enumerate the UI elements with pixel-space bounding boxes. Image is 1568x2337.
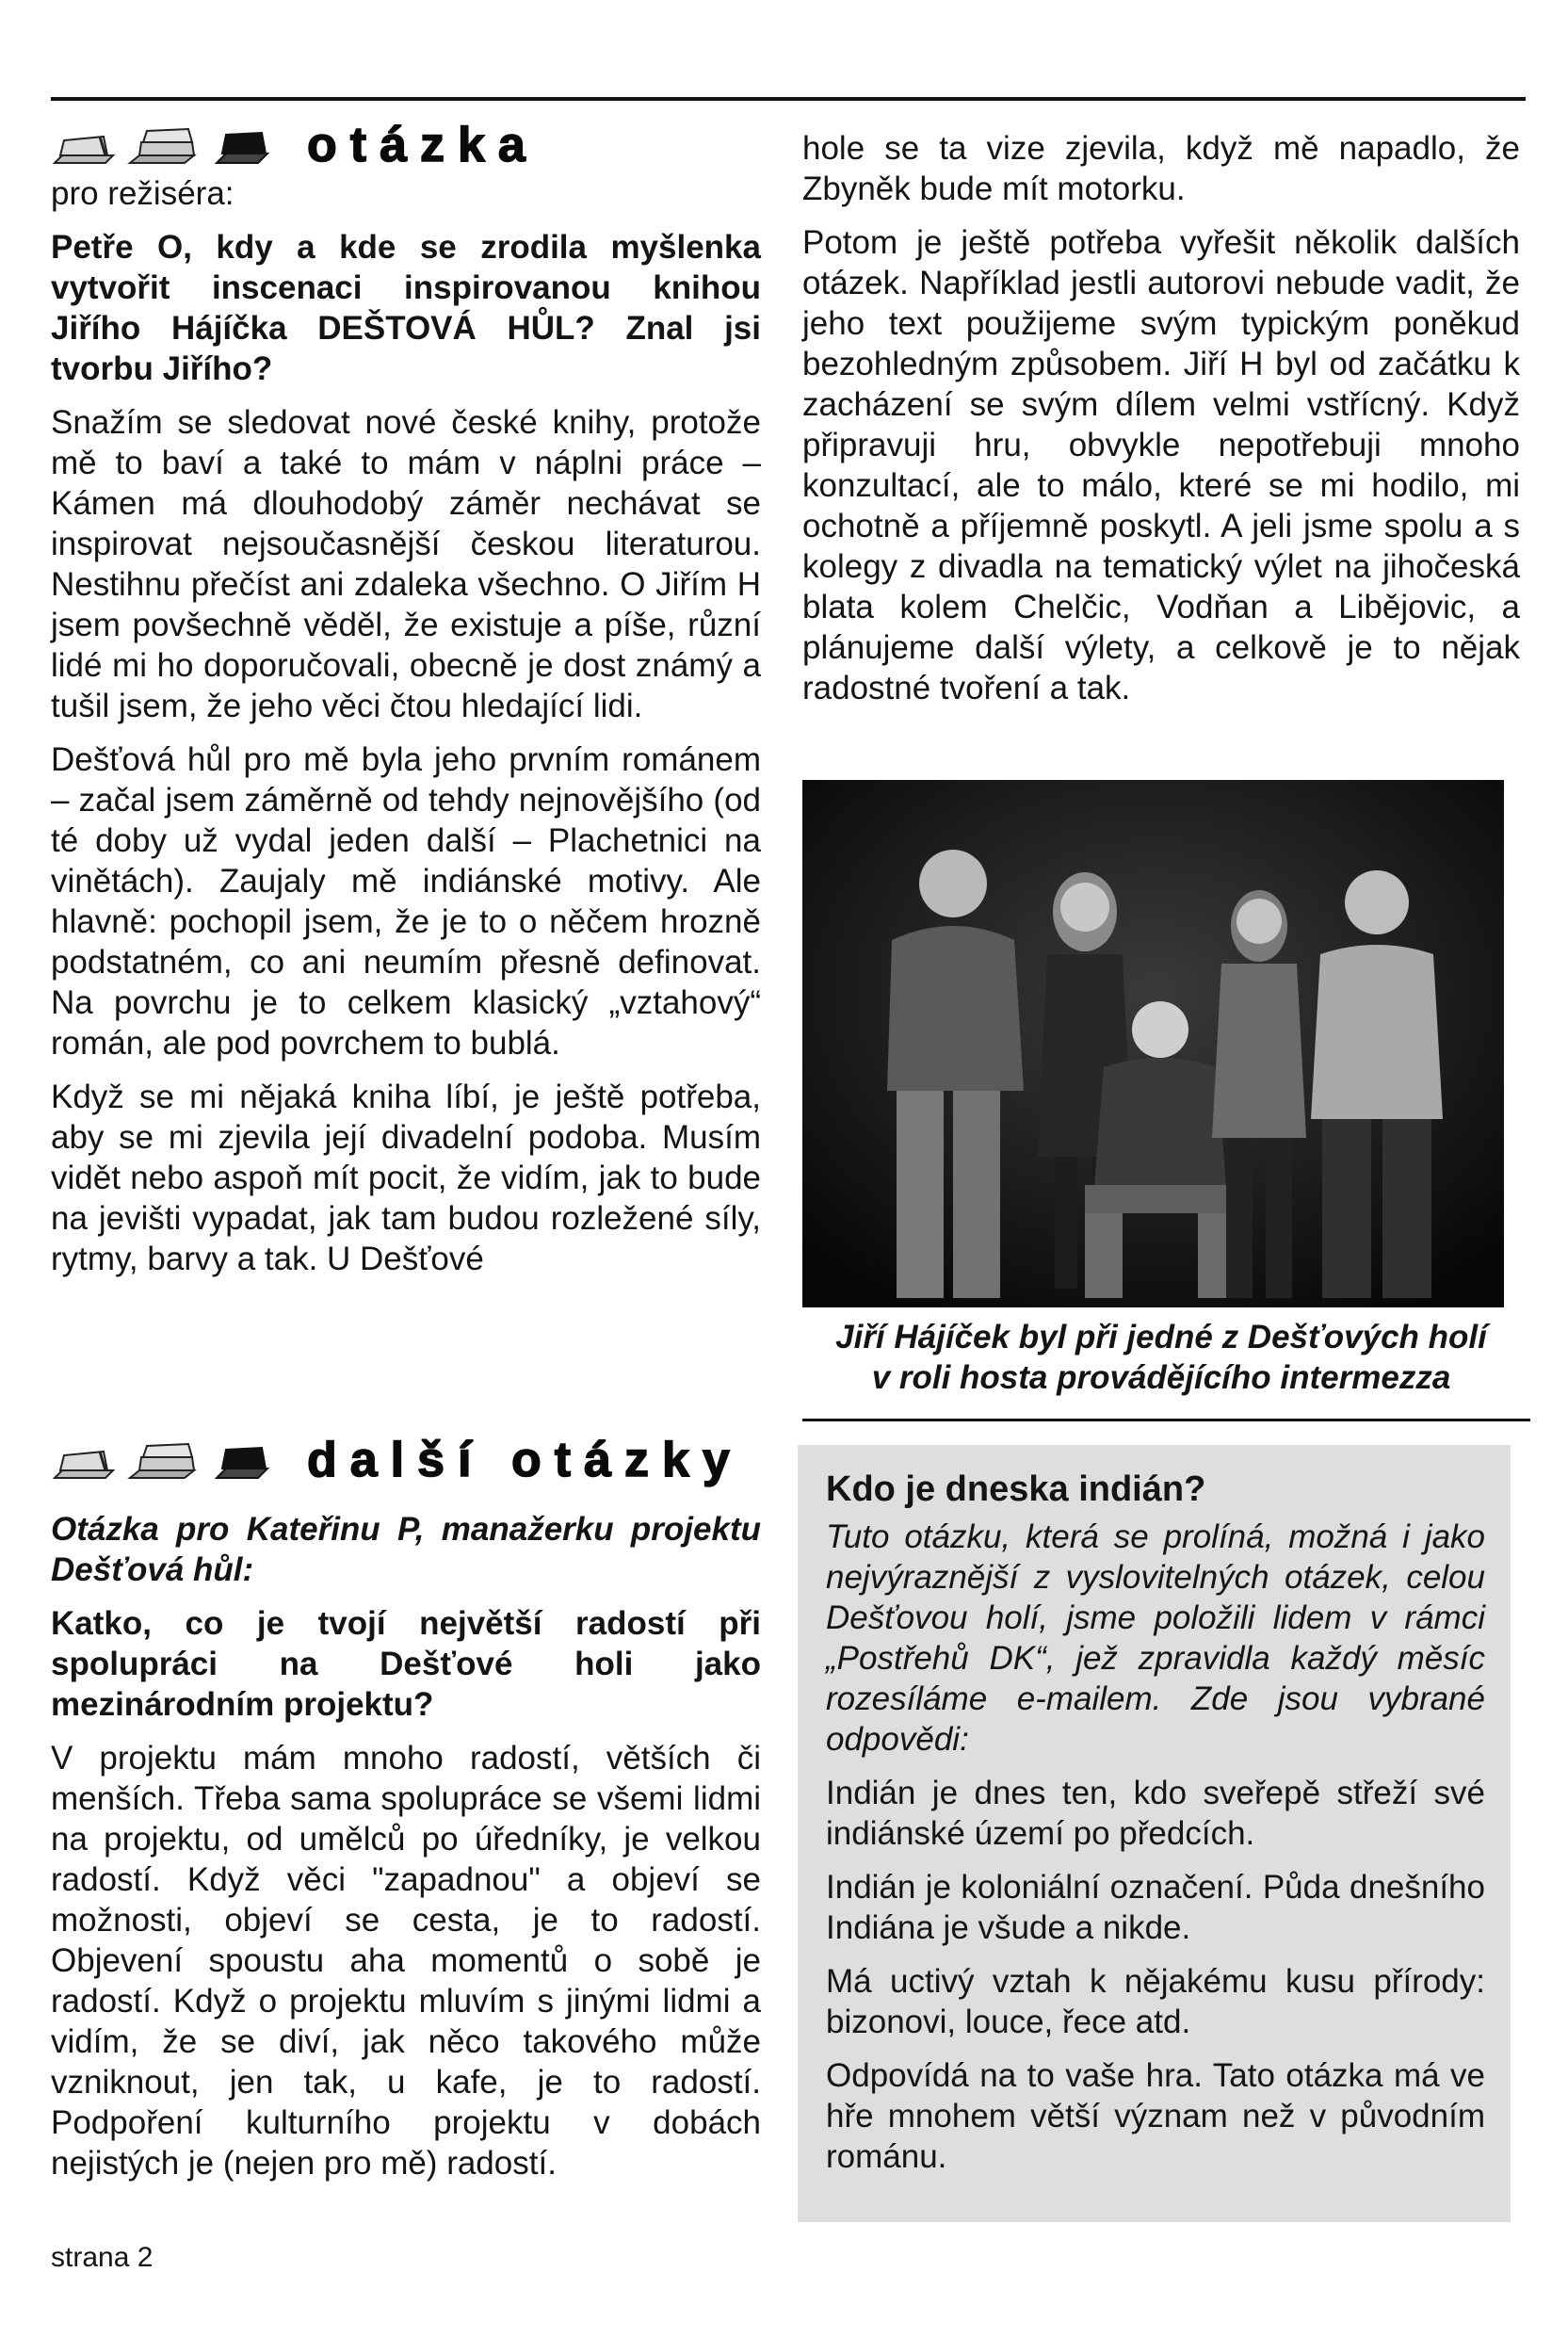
answer-paragraph: Potom je ještě potřeba vyřešit několik dalších otázek. Například jestli autorovi nebude vadit, že jeho text použijeme svým typickým poněkud bezohledným způsobem. Jiří H byl od začátku k zacházení se svým dílem velmi vstřícný. Když připravuji hru, obvykle nepotřebuji mnoho konzultací, ale to málo, které se mi hodilo, mi ochotně a příjemně poskytl. A jeli jsme spolu a s kolegy z divadla na tematický výlet na jihočeská blata kolem Chelčic, Vodňan a Libějovic, a plánujeme další výlety, a celkově je to nějak radostné tvoření a tak.: [802, 224, 1520, 706]
answer-paragraph: V projektu mám mnoho radostí, větších či menších. Třeba sama spolupráce se všemi lidmi na projektu, od umělců po úředníky, je velkou radostí. Když věci "zapadnou" a objeví se možnosti, objeví se cesta, je to radostí. Objevení spoustu aha momentů o sobě je radostí. Když o projektu mluvím s jinými lidmi a vidím, že se diví, jak něco takového může vzniknout, jen tak, u kafe, je to radostí. Podpoření kulturního projektu v dobách nejistých je (nejen pro mě) radostí.: [51, 1740, 761, 2182]
answer-paragraph: Snažím se sledovat nové české knihy, protože mě to baví a také to mám v náplni práce – Kámen má dlouhodobý záměr nechávat se inspirovat nejsoučasnější českou literaturou. Nestihnu přečíst ani zdaleka všechno. O Jiřím H jsem povšechně věděl, že existuje a píše, různí lidé mi ho doporučovali, obecně je dost známý a tušil jsem, že jeho věci čtou hledající lidi.: [51, 404, 761, 724]
book-stack-icon: [126, 123, 203, 167]
interview-question: Petře O, kdy a kde se zrodila myšlenka vytvořit inscenaci inspirovanou knihou Jiřího Hájíčka DEŠTOVÁ HŮL? Znal jsi tvorbu Jiřího?: [51, 229, 761, 387]
closed-book-icon: [213, 129, 269, 167]
answer-paragraph: Když se mi nějaká kniha líbí, je ještě potřeba, aby se mi zjevila její divadelní podoba. Musím vidět nebo aspoň mít pocit, že vidím, jak to bude na jevišti vypadat, jak tam budou rozležené síly, rytmy, barvy a tak. U Dešťové: [51, 1079, 761, 1277]
answer-paragraph: hole se ta vize zjevila, když mě napadlo, že Zbyněk bude mít motorku.: [802, 130, 1520, 207]
section-dalsi-otazky: [51, 1432, 761, 2197]
section-title: otázka: [307, 117, 539, 172]
sidebar-answer: Má uctivý vztah k nějakému kusu přírody: bizonovi, louce, řece atd.: [826, 1963, 1485, 2040]
section-otazka: [51, 117, 761, 1292]
page-number: strana 2: [51, 2242, 154, 2273]
section-heading: [51, 1432, 761, 1488]
interviewee-label: pro režiséra:: [51, 175, 234, 212]
answer-continuation: [802, 128, 1520, 722]
book-stack-icon: [126, 1438, 203, 1482]
sidebar-box: [798, 1445, 1511, 2222]
sidebar-answer: Indián je koloniální označení. Půda dnešního Indiána je všude a nikde.: [826, 1869, 1485, 1946]
interviewee-label: Otázka pro Kateřinu P, manažerku projektu Dešťová hůl:: [51, 1511, 761, 1588]
answer-paragraph: Dešťová hůl pro mě byla jeho prvním románem – začal jsem záměrně od tehdy nejnovějšího (od té doby už vydal jeden další – Plachetnici na vinětách). Zaujaly mě indiánské motivy. Ale hlavně: pochopil jsem, že je to o něčem hrozně podstatném, co ani neumím přesně definovat. Na povrchu je to celkem klasický „vztahový“ román, ale pod povrchem to bublá.: [51, 741, 761, 1062]
section-title: další otázky: [307, 1432, 743, 1487]
caption-line: v roli hosta provádějícího intermezza: [871, 1359, 1451, 1396]
heading-icons: [51, 123, 269, 167]
sidebar-answer: Odpovídá na to vaše hra. Tato otázka má ve hře mnohem větší význam než v původním románu.: [826, 2057, 1485, 2175]
section-divider: [802, 1419, 1530, 1421]
open-book-icon: [51, 127, 117, 167]
group-photo: [802, 780, 1504, 1307]
caption-line: Jiří Hájíček byl při jedné z Dešťových holí: [835, 1319, 1487, 1355]
closed-book-icon: [213, 1444, 269, 1482]
sidebar-answer: Indián je dnes ten, kdo sveřepě střeží své indiánské území po předcích.: [826, 1775, 1485, 1852]
sidebar-title: Kdo je dneska indián?: [826, 1469, 1206, 1509]
interview-question: Katko, co je tvojí největší radostí při spolupráci na Dešťové holi jako mezinárodním projektu?: [51, 1605, 761, 1723]
photo-illustration: [802, 780, 1504, 1307]
photo-caption: [802, 1317, 1520, 1398]
heading-icons: [51, 1438, 269, 1482]
top-rule: [51, 97, 1526, 101]
sidebar-intro: Tuto otázku, která se prolíná, možná i jako nejvýraznější z vyslovitelných otázek, celou Dešťovou holí, jsme položili lidem v rámci „Postřehů DK“, jež zpravidla každý měsíc rozesíláme e-mailem. Zde jsou vybrané odpovědi:: [826, 1518, 1485, 1758]
sidebar-content: [826, 1466, 1485, 2190]
open-book-icon: [51, 1442, 117, 1482]
section-heading: [51, 117, 761, 173]
